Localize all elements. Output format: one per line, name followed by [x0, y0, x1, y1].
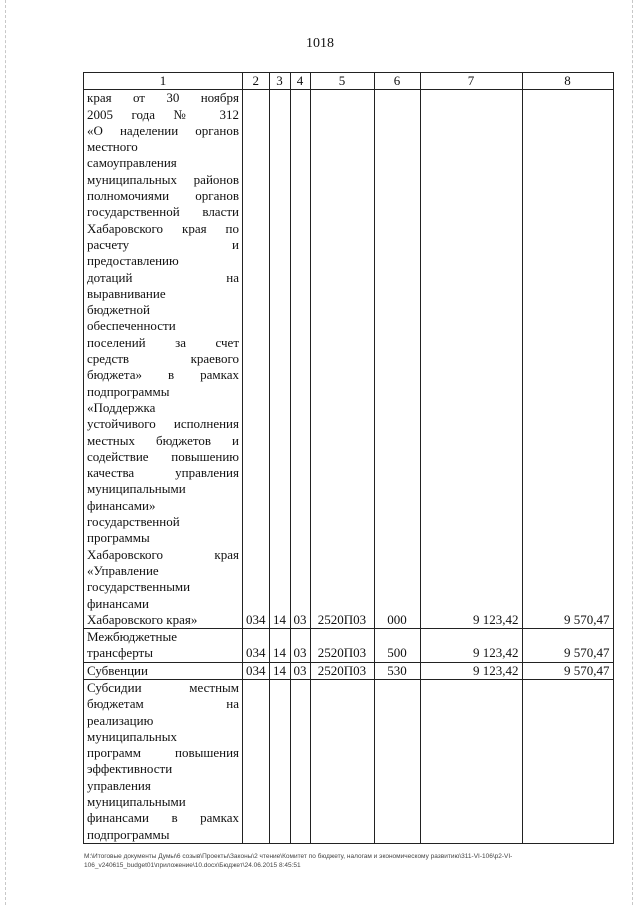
scan-edge-left	[5, 0, 7, 905]
scan-edge-right	[632, 0, 634, 905]
text-line: подпрограммы	[87, 383, 170, 399]
text-line: самоуправления	[87, 155, 177, 171]
cell-c8: 9 570,47	[522, 90, 613, 629]
cell-c5: 2520П03	[310, 90, 374, 629]
text-line: выравнивание	[87, 285, 166, 301]
text-line: Хабаровского края по	[87, 220, 239, 236]
header-cell: 5	[310, 73, 374, 90]
text-line: государственной власти	[87, 204, 239, 220]
header-cell: 8	[522, 73, 613, 90]
text-line: муниципальных	[87, 728, 178, 744]
text-line: реализацию	[87, 712, 154, 728]
cell-c7: 9 123,42	[420, 629, 522, 663]
text-line: Субвенции	[87, 662, 148, 678]
text-line: государственной	[87, 514, 180, 530]
header-cell: 7	[420, 73, 522, 90]
cell-c5: 2520П03	[310, 662, 374, 679]
row-description	[84, 662, 243, 679]
footer-line: 106_v240615_budget01\приложение\10.docx\Бюджет\24.06.2015 8:45:51	[84, 862, 301, 869]
table-row	[84, 90, 614, 629]
footer-line: M:\Итоговые документы Думы\6 созыв\Проекты\Законы\2 чтение\Комитет по бюджету, налогам и экономическому развитию\311-VI-106\p2-VI-	[84, 853, 513, 860]
text-line: 2005 года № 312	[87, 106, 239, 122]
header-cell: 1	[84, 73, 243, 90]
text-line: Хабаровского края»	[87, 611, 198, 627]
cell-c7: 9 123,42	[420, 90, 522, 629]
text-line: бюджетной	[87, 302, 150, 318]
text-line: эффективности	[87, 761, 173, 777]
header-cell: 6	[374, 73, 420, 90]
cell-c5: 2520П03	[310, 629, 374, 663]
text-line: обеспеченности	[87, 318, 176, 334]
text-line: бюджета» в рамках	[87, 367, 239, 383]
cell-c2: 034	[243, 90, 270, 629]
cell-c8: 9 570,47	[522, 629, 613, 663]
row-description	[84, 90, 243, 629]
cell-c6: 500	[374, 629, 420, 663]
text-line: расчету и	[87, 236, 239, 252]
text-line: Межбюджетные	[87, 629, 177, 645]
text-line: финансами»	[87, 497, 156, 513]
cell-c6: 000	[374, 90, 420, 629]
cell-c4: 03	[290, 662, 310, 679]
text-line: качества управления	[87, 465, 239, 481]
cell-c6	[374, 679, 420, 843]
budget-table	[83, 72, 614, 844]
text-line: поселений за счет	[87, 334, 239, 350]
cell-c3: 14	[269, 662, 290, 679]
header-cell: 3	[269, 73, 290, 90]
cell-c3	[269, 679, 290, 843]
text-line: средств краевого	[87, 351, 239, 367]
cell-c3: 14	[269, 90, 290, 629]
header-cell: 2	[243, 73, 270, 90]
text-line: дотаций на	[87, 269, 239, 285]
text-line: программ повышения	[87, 745, 239, 761]
cell-c4: 03	[290, 629, 310, 663]
text-line: государственными	[87, 579, 191, 595]
text-line: «О наделении органов	[87, 122, 239, 138]
text-line: предоставлению	[87, 253, 179, 269]
text-line: бюджетам на	[87, 696, 239, 712]
row-description	[84, 629, 243, 663]
text-line: устойчивого исполнения	[87, 416, 239, 432]
cell-c8: 9 570,47	[522, 662, 613, 679]
table-row	[84, 679, 614, 843]
text-line: муниципальных районов	[87, 171, 239, 187]
text-line: подпрограммы	[87, 826, 170, 842]
text-line: программы	[87, 530, 150, 546]
text-line: содействие повышению	[87, 448, 239, 464]
text-line: трансферты	[87, 645, 153, 661]
text-line: управления	[87, 777, 151, 793]
text-line: «Управление	[87, 562, 159, 578]
text-line: местного	[87, 139, 138, 155]
text-line: Хабаровского края	[87, 546, 239, 562]
file-path-footer	[84, 852, 614, 870]
cell-c8	[522, 679, 613, 843]
row-description	[84, 679, 243, 843]
cell-c4	[290, 679, 310, 843]
cell-c7	[420, 679, 522, 843]
cell-c6: 530	[374, 662, 420, 679]
cell-c4: 03	[290, 90, 310, 629]
cell-c7: 9 123,42	[420, 662, 522, 679]
text-line: края от 30 ноября	[87, 90, 239, 106]
table-row	[84, 662, 614, 679]
cell-c5	[310, 679, 374, 843]
cell-c2: 034	[243, 629, 270, 663]
header-row	[84, 73, 614, 90]
text-line: муниципальными	[87, 794, 186, 810]
text-line: местных бюджетов и	[87, 432, 239, 448]
text-line: Субсидии местным	[87, 679, 239, 695]
cell-c2: 034	[243, 662, 270, 679]
page-number: 1018	[306, 36, 334, 51]
table-row	[84, 629, 614, 663]
text-line: муниципальными	[87, 481, 186, 497]
header-cell: 4	[290, 73, 310, 90]
text-line: полномочиями органов	[87, 188, 239, 204]
text-line: финансами в рамках	[87, 810, 239, 826]
cell-c2	[243, 679, 270, 843]
cell-c3: 14	[269, 629, 290, 663]
text-line: «Поддержка	[87, 399, 156, 415]
text-line: финансами	[87, 595, 149, 611]
